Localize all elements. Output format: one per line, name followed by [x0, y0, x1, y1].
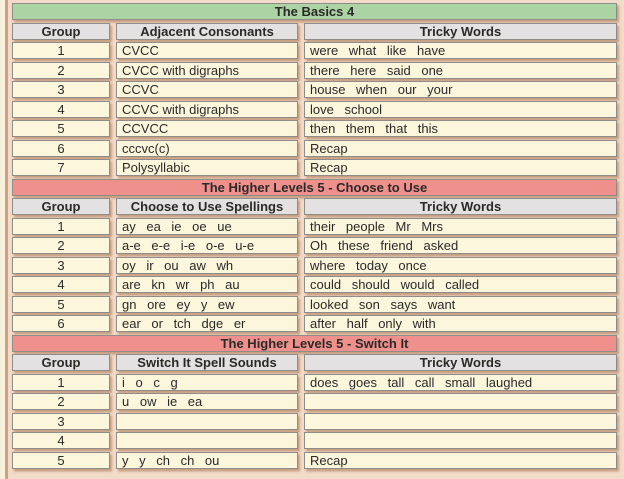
section-2-title-row	[12, 179, 617, 196]
spelling-cell: oy ir ou aw wh	[116, 257, 298, 274]
column-header-tricky-words: Tricky Words	[304, 23, 617, 40]
table-row	[12, 393, 617, 410]
table-row	[12, 315, 617, 332]
tricky-words-cell: after half only with	[304, 315, 617, 332]
group-cell: 5	[12, 120, 110, 137]
spelling-cell	[116, 413, 298, 430]
spelling-cell: gn ore ey y ew	[116, 296, 298, 313]
group-cell: 3	[12, 257, 110, 274]
page-edge-strip	[0, 0, 8, 479]
tricky-words-cell: Oh these friend asked	[304, 237, 617, 254]
spelling-cell: ay ea ie oe ue	[116, 218, 298, 235]
tricky-words-cell	[304, 393, 617, 410]
tricky-words-cell: Recap	[304, 140, 617, 157]
table-row	[12, 257, 617, 274]
spelling-cell: cccvc(c)	[116, 140, 298, 157]
group-cell: 2	[12, 62, 110, 79]
tricky-words-cell	[304, 432, 617, 449]
spelling-cell	[116, 432, 298, 449]
column-header-tricky-words: Tricky Words	[304, 354, 617, 371]
group-cell: 1	[12, 42, 110, 59]
tricky-words-cell: Recap	[304, 159, 617, 176]
table-row	[12, 374, 617, 391]
group-cell: 2	[12, 393, 110, 410]
group-cell: 6	[12, 140, 110, 157]
group-cell: 3	[12, 81, 110, 98]
group-cell: 2	[12, 237, 110, 254]
section-1-title-row	[12, 3, 617, 20]
group-cell: 4	[12, 276, 110, 293]
column-header-adjacent-consonants: Adjacent Consonants	[116, 23, 298, 40]
group-cell: 1	[12, 218, 110, 235]
column-header-tricky-words: Tricky Words	[304, 198, 617, 215]
tricky-words-cell: their people Mr Mrs	[304, 218, 617, 235]
column-header-choose-to-use-spellings: Choose to Use Spellings	[116, 198, 298, 215]
tricky-words-cell: were what like have	[304, 42, 617, 59]
spelling-cell: a-e e-e i-e o-e u-e	[116, 237, 298, 254]
group-cell: 4	[12, 101, 110, 118]
section-2-column-header-row	[12, 198, 617, 215]
tricky-words-cell: there here said one	[304, 62, 617, 79]
group-cell: 6	[12, 315, 110, 332]
column-header-group: Group	[12, 198, 110, 215]
tricky-words-cell: does goes tall call small laughed	[304, 374, 617, 391]
section-3-title: The Higher Levels 5 - Switch It	[12, 335, 617, 352]
column-header-group: Group	[12, 354, 110, 371]
table-row	[12, 452, 617, 469]
tricky-words-cell: Recap	[304, 452, 617, 469]
table-row	[12, 101, 617, 118]
table-row	[12, 159, 617, 176]
spelling-cell: CVCC with digraphs	[116, 62, 298, 79]
tricky-words-cell: looked son says want	[304, 296, 617, 313]
table-row	[12, 140, 617, 157]
table-row	[12, 276, 617, 293]
group-cell: 5	[12, 296, 110, 313]
section-1-column-header-row	[12, 23, 617, 40]
group-cell: 7	[12, 159, 110, 176]
group-cell: 1	[12, 374, 110, 391]
table-row	[12, 62, 617, 79]
table-row	[12, 120, 617, 137]
column-header-group: Group	[12, 23, 110, 40]
table-row	[12, 218, 617, 235]
section-3-column-header-row	[12, 354, 617, 371]
spelling-cell: are kn wr ph au	[116, 276, 298, 293]
group-cell: 5	[12, 452, 110, 469]
table-row	[12, 237, 617, 254]
spelling-cell: CVCC	[116, 42, 298, 59]
tricky-words-cell: could should would called	[304, 276, 617, 293]
table-row	[12, 432, 617, 449]
tricky-words-cell: then them that this	[304, 120, 617, 137]
tricky-words-cell: where today once	[304, 257, 617, 274]
table-row	[12, 81, 617, 98]
spelling-cell: CCVCC	[116, 120, 298, 137]
spelling-cell: Polysyllabic	[116, 159, 298, 176]
phonics-table	[12, 3, 617, 469]
section-3-title-row	[12, 335, 617, 352]
spelling-cell: y y ch ch ou	[116, 452, 298, 469]
section-1-title: The Basics 4	[12, 3, 617, 20]
table-row	[12, 413, 617, 430]
column-header-switch-it-spell-sounds: Switch It Spell Sounds	[116, 354, 298, 371]
group-cell: 4	[12, 432, 110, 449]
spelling-cell: CCVC	[116, 81, 298, 98]
spelling-cell: i o c g	[116, 374, 298, 391]
tricky-words-cell: love school	[304, 101, 617, 118]
spelling-cell: ear or tch dge er	[116, 315, 298, 332]
table-row	[12, 42, 617, 59]
tricky-words-cell: house when our your	[304, 81, 617, 98]
table-row	[12, 296, 617, 313]
tricky-words-cell	[304, 413, 617, 430]
spelling-cell: u ow ie ea	[116, 393, 298, 410]
section-2-title: The Higher Levels 5 - Choose to Use	[12, 179, 617, 196]
group-cell: 3	[12, 413, 110, 430]
spelling-cell: CCVC with digraphs	[116, 101, 298, 118]
